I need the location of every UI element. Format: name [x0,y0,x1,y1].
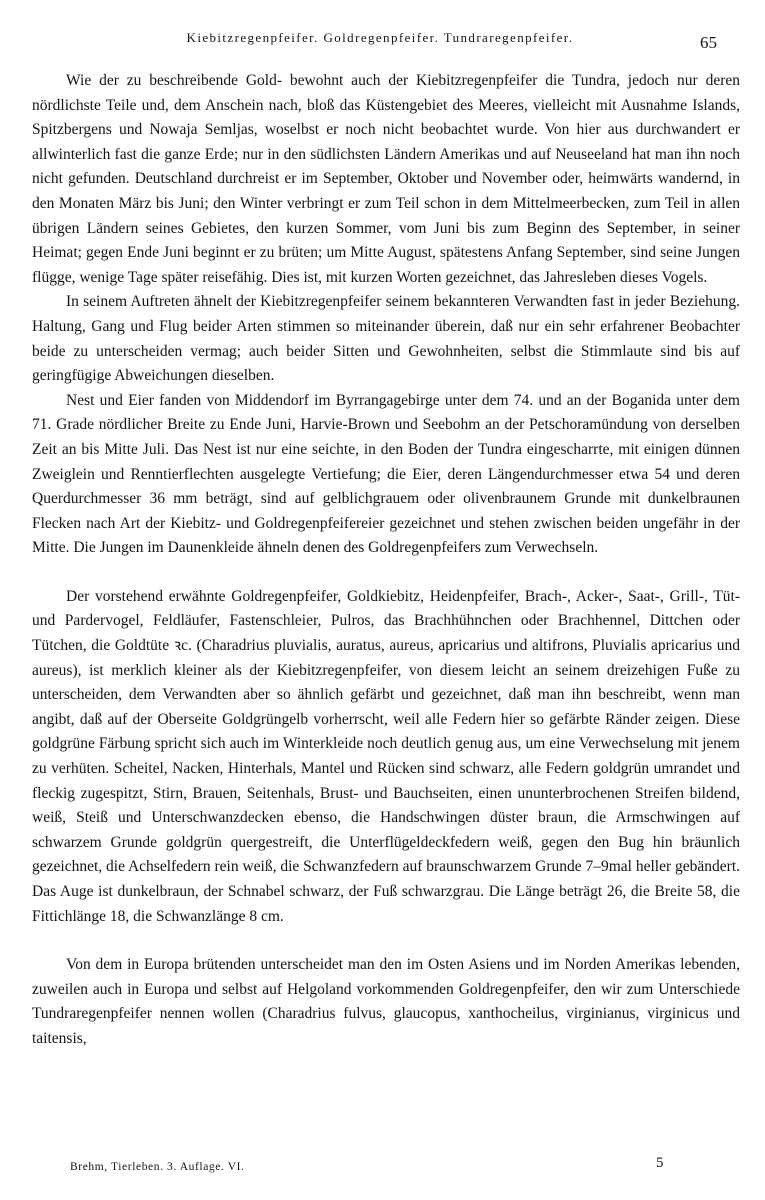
paragraph-nest-eggs: Nest und Eier fanden von Middendorf im Byrrangagebirge unter dem 74. und an der Boganida unter dem 71. Grade nördlicher Breite zu Ende Juni, Harvie-Brown und Seebohm an der Petschoramündung von derselben Zeit an bis Mitte Juli. Das Nest ist nur eine seichte, in den Boden der Tundra eingescharrte, mit einigen dünnen Zweiglein und Renntierflechten ausgelegte Vertiefung; die Eier, deren Längendurchmesser etwa 54 und deren Querdurchmesser 36 mm beträgt, sind auf gelblichgrauem oder olivenbraunem Grunde mit dunkelbraunen Flecken nach Art der Kiebitz- und Goldregenpfeifereier gezeichnet und stehen zwischen beiden ungefähr in der Mitte. Die Jungen im Daunenkleide ähneln denen des Goldregenpfeifers zum Verwechseln. [32,391,740,557]
sheet-signature: 5 [656,1155,664,1171]
footer-imprint: Brehm, Tierleben. 3. Auflage. VI. [70,1161,245,1173]
paragraph-golden-plover: Der vorstehend erwähnte Goldregenpfeifer, Goldkiebitz, Heidenpfeifer, Brach-, Acker-, Saat-, Grill-, Tüt- und Pardervogel, Feldläufer, Fastenschleier, Pulros, das Brachhühnchen oder Brachhennel, Dittchen oder Tütchen, die Goldtüte ꝛc. (Charadrius pluvialis, auratus, aureus, apricarius und altifrons, Pluvialis apricarius und aureus), ist merklich kleiner als der Kiebitzregenpfeifer, von diesem leicht an seinem dreizehigen Fuße zu unterscheiden, dem Verwandten aber so ähnlich gefärbt und gezeichnet, daß man ihn beschreibt, wenn man angibt, daß auf der Oberseite Goldgrüngelb vorherrscht, weil alle Federn hier so gefärbte Ränder zeigen. Diese goldgrüne Färbung spricht sich auch im Winterkleide noch deutlich genug aus, um eine Verwechselung mit jenem zu verhüten. Scheitel, Nacken, Hinterhals, Mantel und Rücken sind schwarz, alle Federn goldgrün umrandet und fleckig zugespitzt, Stirn, Brauen, Seitenhals, Brust- und Bauchseiten, einen ununterbrochenen Streifen bildend, weiß, Steiß und Unterschwanzdecken ebenso, die Handschwingen düster braun, die Armschwingen auf schwarzem Grunde goldgrün quergestreift, die Unterflügeldeckfedern weiß, gegen den Bug hin bräunlich gezeichnet, die Achselfedern rein weiß, die Schwanzfedern auf braunschwarzem Grunde 7–9mal heller gebändert. Das Auge ist dunkelbraun, der Schnabel schwarz, der Fuß schwarzgrau. Die Länge beträgt 26, die Breite 58, die Fittichlänge 18, die Schwanzlänge 8 cm. [32,587,740,925]
section-gap [32,929,740,953]
body-text [32,69,740,1052]
running-header: Kiebitzregenpfeifer. Goldregenpfeifer. Tundraregenpfeifer. [186,30,574,45]
paragraph-behavior: In seinem Auftreten ähnelt der Kiebitzregenpfeifer seinem bekannteren Verwandten fast in jeder Beziehung. Haltung, Gang und Flug beider Arten stimmen so miteinander überein, daß nur ein sehr erfahrener Beobachter beide zu unterscheiden vermag; auch beider Sitten und Gewohnheiten, selbst die Stimmlaute sind bis auf geringfügige Abweichungen dieselben. [32,293,740,385]
section-gap [32,561,740,585]
paragraph-habitat: Wie der zu beschreibende Gold- bewohnt auch der Kiebitzregenpfeifer die Tundra, jedoch nur deren nördlichste Teile und, dem Anschein nach, bloß das Küstengebiet des Meeres, vielleicht mit Ausnahme Islands, Spitzbergens und Nowaja Semljas, woselbst er noch nicht beobachtet wurde. Von hier aus durchwandert er allwinterlich fast die ganze Erde; nur in den südlichsten Ländern Amerikas und auf Neuseeland hat man ihn noch nicht gefunden. Deutschland durchreist er im September, Oktober und November oder, heimwärts wandernd, in den Monaten März bis Juni; den Winter verbringt er zum Teil schon in dem Mittelmeerbecken, zum Teil in allen übrigen Ländern seines Gebietes, den kurzen Sommer, vom Juni bis zum Beginn des September, in seiner Heimat; gegen Ende Juni beginnt er zu brüten; um Mitte August, spätestens Anfang September, sind seine Jungen flügge, wenige Tage später reisefähig. Dies ist, mit kurzen Worten gezeichnet, das Jahresleben dieses Vogels. [32,72,740,286]
page-number: 65 [700,33,717,52]
paragraph-tundra-plover: Von dem in Europa brütenden unterscheidet man den im Osten Asiens und im Norden Amerikas lebenden, zuweilen auch in Europa und selbst auf Helgoland vorkommenden Goldregenpfeifer, den wir zum Unterschiede Tundraregenpfeifer nennen wollen (Charadrius fulvus, glaucopus, xanthocheilus, virginianus, virginicus und taitensis, [32,956,740,1047]
